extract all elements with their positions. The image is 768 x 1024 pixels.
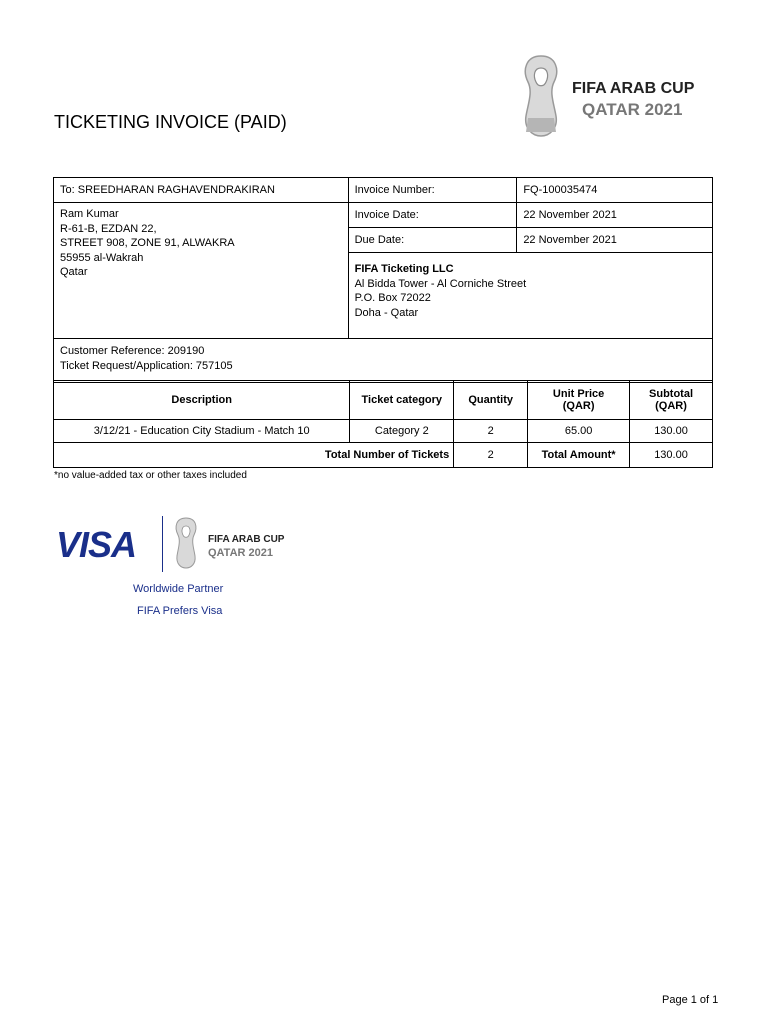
tax-note: *no value-added tax or other taxes included [54, 470, 247, 481]
col-category: Ticket category [350, 381, 454, 420]
address-line: R-61-B, EZDAN 22, [60, 222, 157, 235]
col-subtotal [630, 381, 713, 420]
partner-logo-title: FIFA ARAB CUP [208, 534, 285, 545]
visa-logo: VISA [56, 524, 137, 565]
items-table [53, 380, 713, 468]
invoice-number-label: Invoice Number: [348, 178, 517, 203]
seller-address [348, 253, 712, 339]
invoice-number: FQ-100035474 [517, 178, 713, 203]
invoice-date: 22 November 2021 [517, 203, 713, 228]
due-date: 22 November 2021 [517, 228, 713, 253]
item-subtotal: 130.00 [630, 420, 713, 443]
partner-slogan: FIFA Prefers Visa [137, 605, 223, 617]
item-unit-price: 65.00 [528, 420, 630, 443]
address-line: Ram Kumar [60, 208, 119, 220]
partner-tagline: Worldwide Partner [133, 583, 224, 595]
address-line: STREET 908, ZONE 91, ALWAKRA [60, 237, 235, 249]
item-category: Category 2 [350, 420, 454, 443]
col-unit-price-line: Unit Price [552, 388, 605, 400]
total-tickets-label: Total Number of Tickets [54, 443, 454, 468]
item-quantity: 2 [454, 420, 528, 443]
col-description: Description [54, 381, 350, 420]
partner-logo-subtitle: QATAR 2021 [208, 547, 274, 559]
logo-subtitle: QATAR 2021 [582, 100, 683, 119]
application-reference: Ticket Request/Application: 757105 [60, 359, 233, 372]
seller-line: Doha - Qatar [354, 306, 419, 319]
customer-reference: Customer Reference: 209190 [60, 345, 205, 357]
fifa-arab-cup-logo [518, 52, 728, 138]
total-amount: 130.00 [630, 443, 713, 468]
trophy-icon [172, 516, 200, 570]
seller-line: Al Bidda Tower - Al Corniche Street [354, 277, 527, 290]
page-number: Page 1 of 1 [662, 994, 719, 1006]
address-line: 55955 al-Wakrah [60, 251, 144, 264]
due-date-label: Due Date: [348, 228, 517, 253]
invoice-info-table [53, 177, 713, 383]
seller-name: FIFA Ticketing LLC [354, 263, 454, 275]
col-unit-price-unit: (QAR) [562, 400, 595, 412]
bill-to-name: To: SREEDHARAN RAGHAVENDRAKIRAN [54, 178, 349, 203]
totals-row [54, 443, 713, 468]
invoice-date-label: Invoice Date: [348, 203, 517, 228]
total-tickets: 2 [454, 443, 528, 468]
col-subtotal-unit: (QAR) [655, 400, 687, 412]
col-unit-price [528, 381, 630, 420]
col-quantity: Quantity [454, 381, 528, 420]
page-title: TICKETING INVOICE (PAID) [54, 112, 287, 132]
item-description: 3/12/21 - Education City Stadium - Match 10 [54, 420, 350, 443]
table-row [54, 420, 713, 443]
partner-fifa-logo [172, 516, 302, 572]
total-amount-label: Total Amount* [528, 443, 630, 468]
trophy-icon [518, 52, 564, 138]
seller-line: P.O. Box 72022 [354, 292, 431, 304]
references [54, 339, 713, 383]
logo-title: FIFA ARAB CUP [572, 80, 695, 97]
logo-divider [162, 516, 163, 572]
bill-to-address [54, 203, 349, 339]
address-line: Qatar [60, 266, 88, 278]
col-subtotal-line: Subtotal [649, 388, 694, 400]
